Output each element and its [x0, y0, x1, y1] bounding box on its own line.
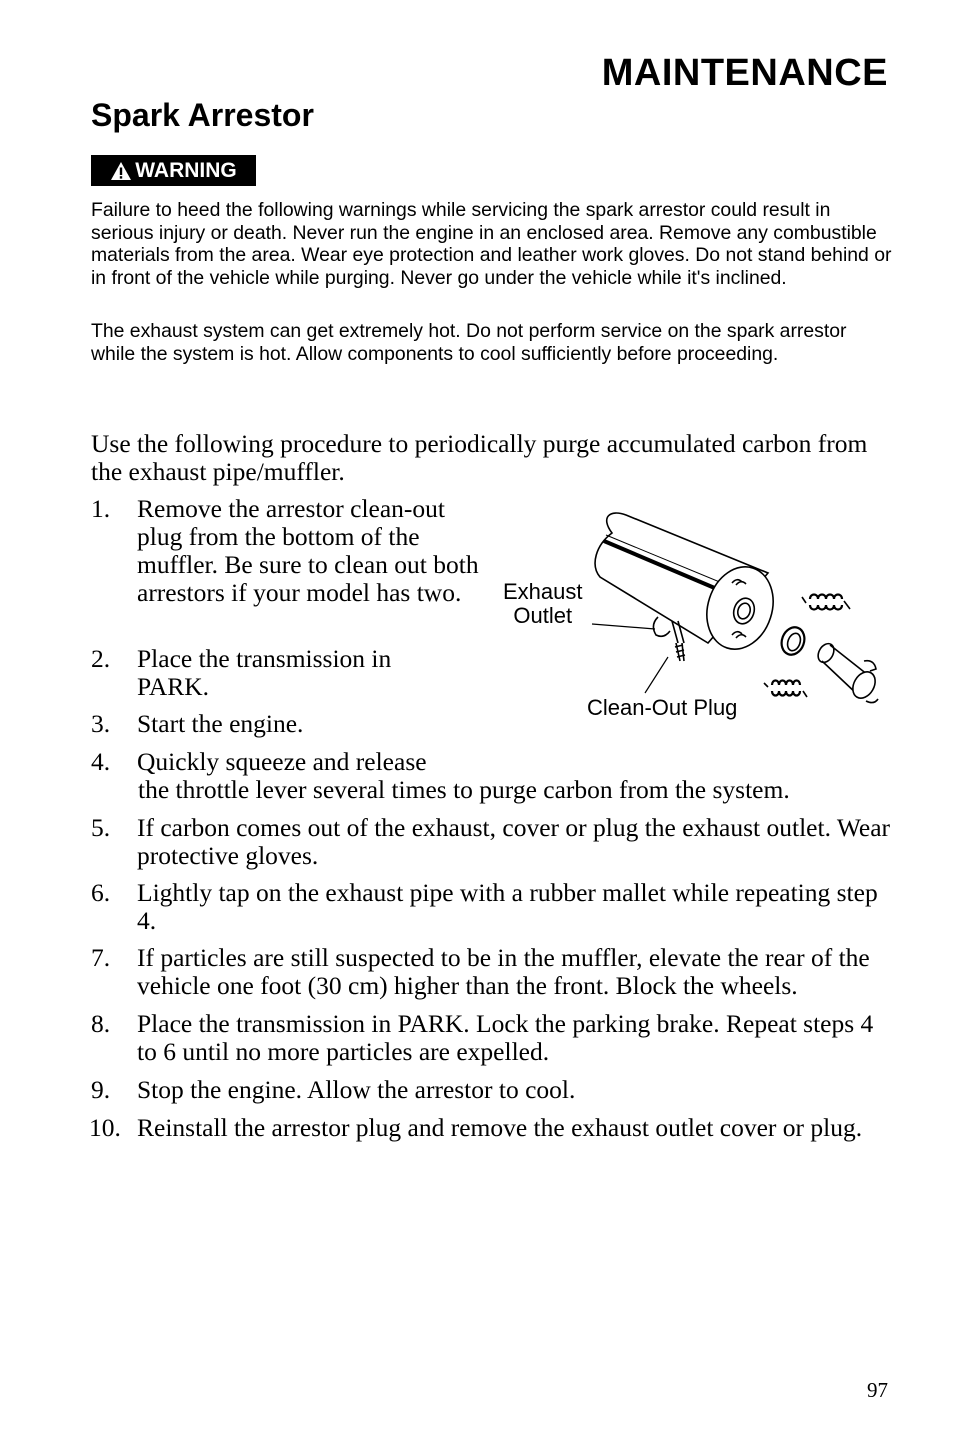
muffler-figure: [500, 505, 900, 730]
step-number: 9.: [91, 1075, 111, 1104]
intro-paragraph: Use the following procedure to periodically purge accumulated carbon from the exhaust pipe/muffler.: [91, 429, 868, 486]
clean-out-plug-label: Clean-Out Plug: [587, 695, 738, 720]
step-text: If carbon comes out of the exhaust, cover or plug the exhaust outlet. Wear protective gloves.: [137, 813, 891, 870]
step-number: 5.: [91, 813, 111, 842]
step-text: If particles are still suspected to be in the muffler, elevate the rear of the vehicle one foot (30 cm) higher than the front. Block the wheels.: [137, 943, 870, 1000]
step-number: 7.: [91, 943, 111, 972]
step-text: Start the engine.: [137, 709, 304, 738]
step-text: Place the transmission in PARK. Lock the parking brake. Repeat steps 4 to 6 until no more particles are expelled.: [137, 1009, 874, 1066]
step-text: Lightly tap on the exhaust pipe with a rubber mallet while repeating step 4.: [137, 878, 878, 935]
step-text: Reinstall the arrestor plug and remove the exhaust outlet cover or plug.: [137, 1113, 863, 1142]
step-text: Stop the engine. Allow the arrestor to cool.: [137, 1075, 576, 1104]
warning-paragraph: Failure to heed the following warnings while servicing the spark arrestor could result in serious injury or death. Never run the engine in an enclosed area. Remove any combustible materials from the area. Wear eye protection and leather work gloves. Do not stand behind or in front of the vehicle while purging. Never go under the vehicle while it's inclined.: [91, 199, 892, 290]
step-number: 3.: [91, 709, 111, 738]
step-text: Remove the arrestor clean-out plug from the bottom of the muffler. Be sure to clean out both arrestors if your model has two.: [137, 494, 479, 607]
warning-triangle-icon: [110, 161, 132, 181]
step-number: 4.: [91, 747, 111, 776]
step-text: Quickly squeeze and release: [137, 747, 427, 776]
warning-badge: [91, 155, 256, 186]
section-header: MAINTENANCE: [601, 52, 888, 94]
warning-label: WARNING: [135, 158, 237, 182]
step-text-continuation: the throttle lever several times to purge carbon from the system.: [138, 775, 790, 804]
exhaust-outlet-label: Exhaust Outlet: [503, 579, 583, 628]
page-number: 97: [867, 1378, 888, 1402]
step-number: 6.: [91, 878, 111, 907]
warning-paragraph: The exhaust system can get extremely hot. Do not perform service on the spark arrestor while the system is hot. Allow components to cool sufficiently before proceeding.: [91, 320, 847, 365]
step-number: 8.: [91, 1009, 111, 1038]
step-text: Place the transmission in PARK.: [137, 644, 392, 701]
step-number: 2.: [91, 644, 111, 673]
page-title: Spark Arrestor: [91, 97, 314, 133]
step-number: 1.: [91, 494, 111, 523]
step-number: 10.: [89, 1113, 121, 1142]
